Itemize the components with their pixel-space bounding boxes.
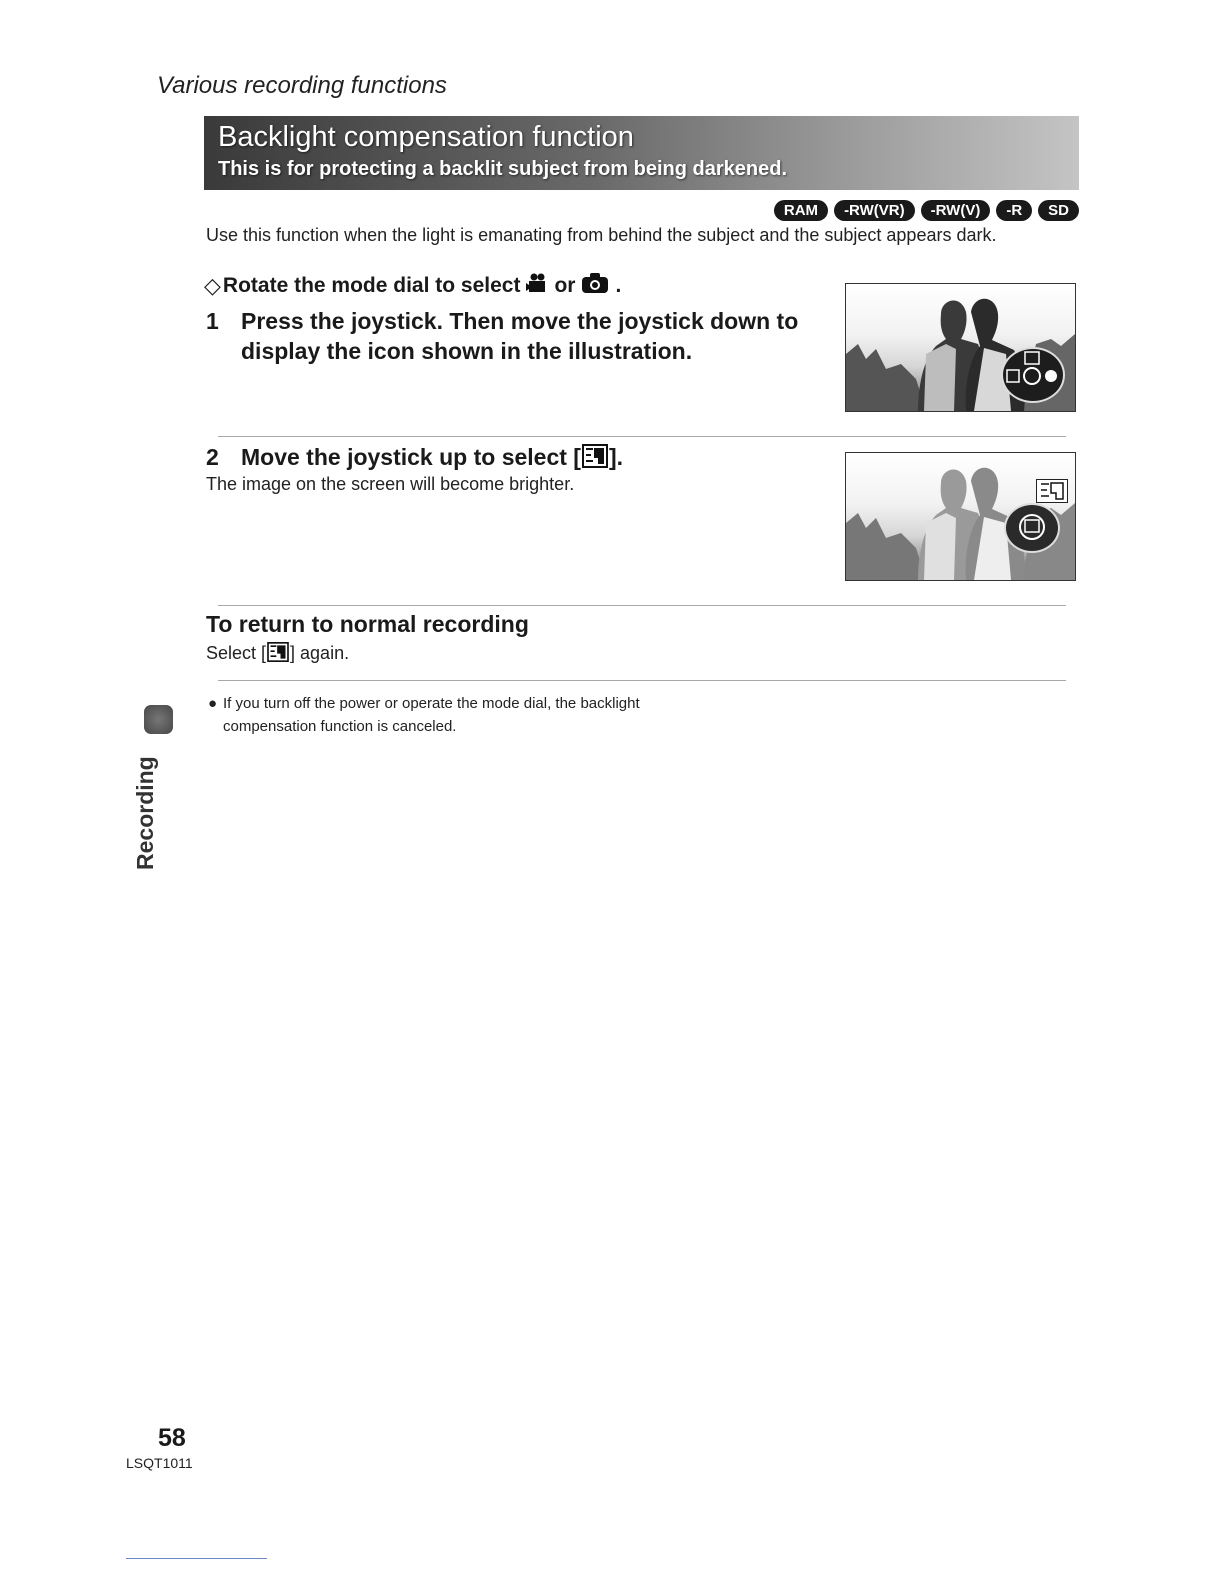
step-1 — [206, 306, 826, 366]
diamond-icon: ◇ — [204, 273, 221, 298]
step-2 — [206, 442, 826, 475]
step-2-description: The image on the screen will become brighter. — [206, 474, 575, 494]
divider-1 — [218, 436, 1066, 437]
intro-text: Use this function when the light is emanating from behind the subject and the subject appears dark. — [206, 225, 997, 245]
media-badges — [774, 200, 1079, 221]
illustration-step-2 — [845, 452, 1076, 581]
return-text-before: Select [ — [206, 643, 267, 663]
movie-camera-icon — [526, 272, 548, 300]
return-description — [206, 642, 349, 667]
backlight-compensation-icon — [582, 444, 608, 475]
badge-ram: RAM — [774, 200, 828, 221]
banner-subtitle: This is for protecting a backlit subject from being darkened. — [218, 158, 787, 180]
side-tab-marker — [144, 705, 173, 734]
step-1-text: Press the joystick. Then move the joystick down to display the icon shown in the illustration. — [241, 308, 799, 364]
badge-sd: SD — [1038, 200, 1079, 221]
badge-rw-vr: -RW(VR) — [834, 200, 915, 221]
note — [208, 692, 728, 738]
note-bullet: ● — [208, 695, 218, 712]
step-prep-suffix: . — [615, 274, 622, 297]
return-title: To return to normal recording — [206, 611, 529, 637]
joystick-icon — [1004, 503, 1060, 553]
title-banner — [204, 116, 1079, 190]
joystick-menu-icon — [1001, 347, 1065, 403]
step-prep-prefix: Rotate the mode dial to select — [222, 274, 521, 297]
illustration-step-1 — [845, 283, 1076, 412]
banner-title: Backlight compensation function — [218, 121, 634, 153]
page-number: 58 — [158, 1424, 186, 1452]
side-tab-label: Recording — [132, 756, 158, 870]
bottom-rule — [126, 1558, 267, 1559]
divider-3 — [218, 680, 1066, 681]
badge-r: -R — [996, 200, 1032, 221]
step-prep — [204, 272, 621, 300]
step-2-number: 2 — [206, 444, 219, 470]
doc-code: LSQT1011 — [126, 1455, 193, 1471]
photo-camera-icon — [581, 272, 609, 300]
backlight-onscreen-icon — [1036, 479, 1068, 503]
backlight-compensation-icon — [267, 642, 289, 667]
return-text-after: ] again. — [290, 643, 350, 663]
step-prep-or: or — [554, 274, 576, 297]
step-1-number: 1 — [206, 308, 219, 334]
badge-rw-v: -RW(V) — [921, 200, 991, 221]
step-2-text-before: Move the joystick up to select [ — [241, 444, 581, 470]
note-text: If you turn off the power or operate the mode dial, the backlight compensation function is canceled. — [223, 695, 640, 735]
divider-2 — [218, 605, 1066, 606]
step-2-text-after: ]. — [608, 444, 624, 470]
section-title: Various recording functions — [157, 72, 447, 99]
